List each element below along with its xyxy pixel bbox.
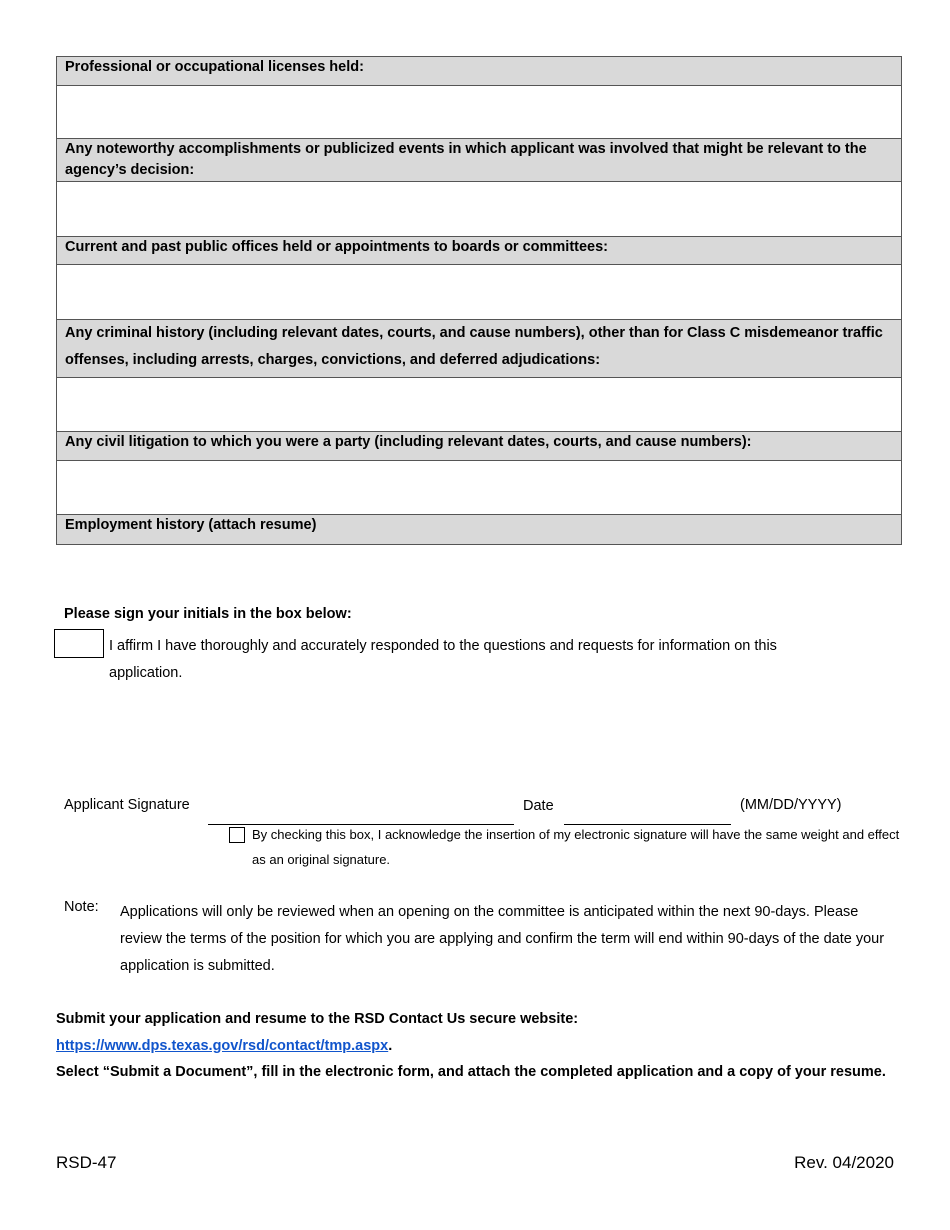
- section-header-civil-litigation: Any civil litigation to which you were a party (including relevant dates, courts, and cause numbers):: [57, 432, 901, 461]
- application-form-table: [56, 56, 902, 545]
- section-header-criminal-history: Any criminal history (including relevant dates, courts, and cause numbers), other than for Class C misdemeanor traffic offenses, including arrests, charges, convictions, and deferred adjudications:: [57, 320, 901, 378]
- submit-line-3: Select “Submit a Document”, fill in the electronic form, and attach the completed application and a copy of your resume.: [56, 1064, 886, 1080]
- esignature-checkbox[interactable]: [229, 827, 245, 843]
- section-header-accomplishments: Any noteworthy accomplishments or publicized events in which applicant was involved that might be relevant to the agency’s decision:: [57, 139, 901, 182]
- answer-field-criminal-history[interactable]: [57, 378, 901, 432]
- date-format-hint: (MM/DD/YYYY): [740, 797, 842, 813]
- submit-link-line: [56, 1033, 906, 1060]
- initials-label: Please sign your initials in the box below:: [64, 606, 352, 622]
- answer-field-civil-litigation[interactable]: [57, 461, 901, 515]
- submit-instructions: [56, 1006, 906, 1086]
- answer-field-accomplishments[interactable]: [57, 182, 901, 237]
- form-number: RSD-47: [56, 1153, 117, 1172]
- affirm-statement: I affirm I have thoroughly and accurately responded to the questions and requests for information on this application.: [109, 638, 777, 681]
- section-header-employment-history: Employment history (attach resume): [57, 515, 901, 544]
- date-label: Date: [523, 798, 554, 814]
- signature-label: Applicant Signature: [64, 797, 190, 813]
- submit-line-1: Submit your application and resume to the RSD Contact Us secure website:: [56, 1011, 579, 1027]
- answer-field-licenses[interactable]: [57, 86, 901, 139]
- esignature-acknowledgement: By checking this box, I acknowledge the insertion of my electronic signature will have the same weight and effect as an original signature.: [252, 827, 900, 867]
- answer-field-public-offices[interactable]: [57, 265, 901, 320]
- revision-date: Rev. 04/2020: [794, 1153, 894, 1172]
- contact-website-link[interactable]: https://www.dps.texas.gov/rsd/contact/tmp.aspx: [56, 1037, 389, 1054]
- link-suffix: .: [388, 1037, 393, 1054]
- note-text: Applications will only be reviewed when an opening on the committee is anticipated within the next 90-days. Please review the terms of the position for which you are applying and confirm the term will end within 90-days of the date your application is submitted.: [120, 904, 885, 974]
- initials-input[interactable]: [54, 629, 104, 658]
- section-header-licenses: Professional or occupational licenses held:: [57, 57, 901, 86]
- section-header-public-offices: Current and past public offices held or appointments to boards or committees:: [57, 237, 901, 265]
- note-label: Note:: [64, 899, 99, 915]
